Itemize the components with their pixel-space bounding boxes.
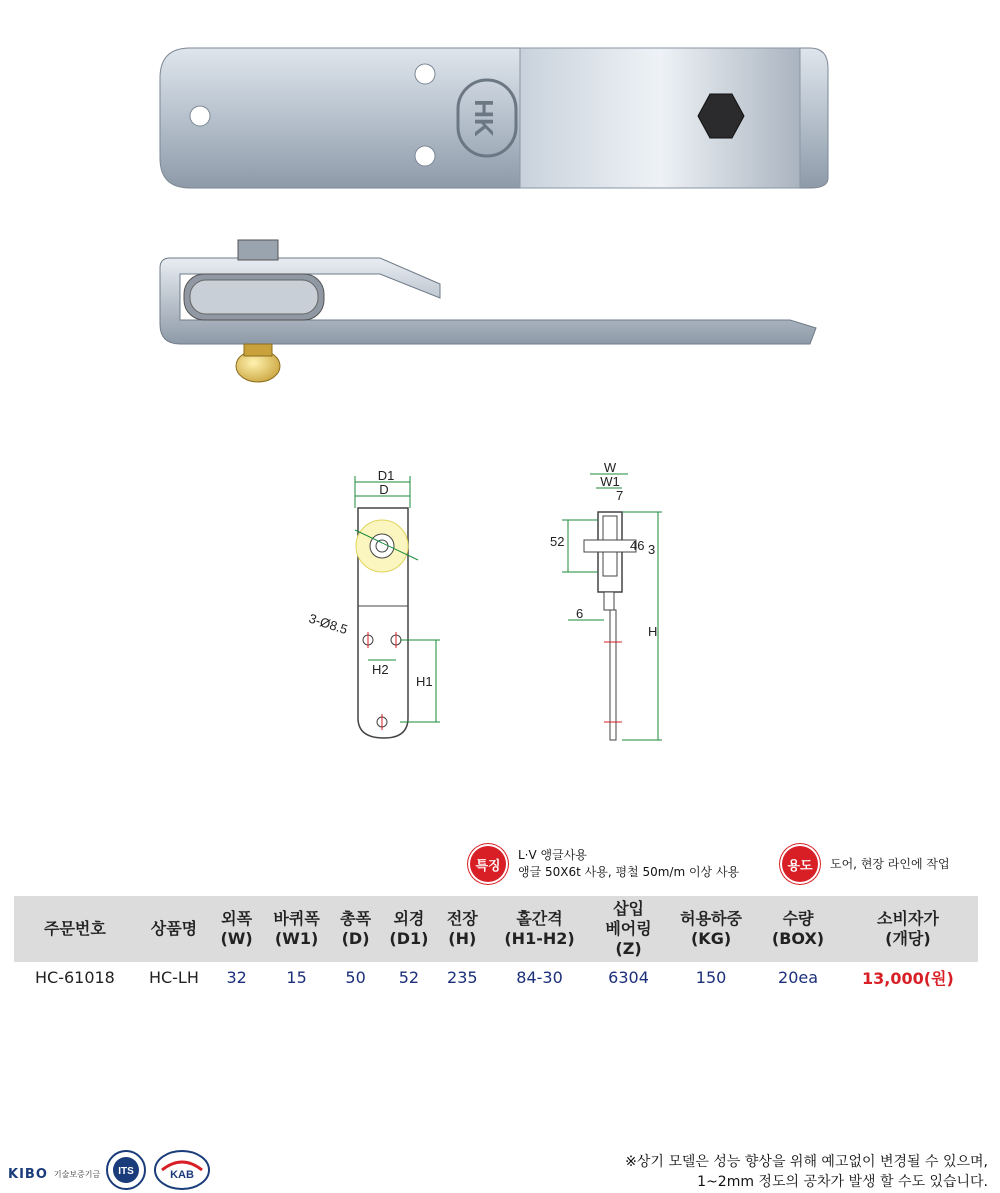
- cell-load: 150: [695, 967, 727, 987]
- cell-length: 235: [447, 967, 478, 987]
- dim-w-label: W: [603, 460, 617, 475]
- dim-52-label: 52: [550, 534, 565, 549]
- cell-bearing: 6304: [608, 967, 649, 987]
- dim-h2-label: H2: [372, 662, 389, 677]
- header-quantity: 수량 (BOX): [758, 896, 838, 962]
- dim-d-label: D: [379, 482, 389, 497]
- header-load: 허용하중 (KG): [664, 896, 758, 962]
- dim-w1-label: W1: [600, 474, 620, 489]
- cell-total-width: 50: [345, 967, 366, 987]
- header-outer-diameter: 외경 (D1): [379, 896, 439, 962]
- feature-line-2: 앵글 50X6t 사용, 평철 50m/m 이상 사용: [518, 865, 740, 879]
- product-photo-top: [150, 38, 830, 208]
- dim-3-label: 3: [648, 542, 656, 557]
- footer-disclaimer: [625, 1152, 988, 1192]
- spec-table: [14, 896, 978, 992]
- dim-d1-label: D1: [377, 468, 395, 483]
- usage-badge: 용도: [782, 846, 818, 882]
- dim-h-label: H: [648, 624, 658, 639]
- dim-hole-label: 3-Ø8.5: [307, 610, 350, 638]
- its-cert-icon: [106, 1150, 146, 1190]
- product-photo-side: [140, 228, 830, 398]
- technical-drawing-front: [300, 460, 460, 750]
- feature-badge: 특징: [470, 846, 506, 882]
- technical-drawing-side: [540, 460, 680, 750]
- footer-note-line-1: ※상기 모델은 성능 향상을 위해 예고없이 변경될 수 있으며,: [625, 1154, 988, 1170]
- its-label: ITS: [118, 1166, 134, 1177]
- cell-wheel-width: 15: [286, 967, 307, 987]
- kibo-wordmark: KIBO: [8, 1167, 48, 1182]
- dim-6-label: 6: [576, 606, 584, 621]
- header-outer-width: 외폭 (W): [212, 896, 261, 962]
- header-bearing: 삽입 베어링 (Z): [593, 896, 664, 962]
- cell-product-name: HC-LH: [148, 967, 199, 987]
- kab-label: KAB: [170, 1169, 194, 1181]
- footer-note-line-2: 1~2mm 정도의 공차가 발생 할 수도 있습니다.: [697, 1174, 988, 1190]
- feature-description: [518, 847, 739, 881]
- header-product-name: 상품명: [136, 896, 212, 962]
- kab-cert-icon: [154, 1150, 210, 1190]
- spec-table-header-row: [14, 896, 978, 962]
- header-hole-spacing: 홀간격 (H1-H2): [486, 896, 593, 962]
- dim-h1-label: H1: [416, 674, 433, 689]
- usage-description: 도어, 현장 라인에 작업: [830, 857, 950, 871]
- cell-quantity: 20ea: [778, 967, 819, 987]
- header-order-no: 주문번호: [14, 896, 136, 962]
- cell-outer-diameter: 52: [398, 967, 420, 987]
- cell-price: 13,000(원): [862, 968, 954, 988]
- header-wheel-width: 바퀴폭 (W1): [261, 896, 332, 962]
- feature-line-1: L·V 앵글사용: [518, 848, 587, 862]
- header-total-width: 총폭 (D): [332, 896, 379, 962]
- kibo-logo: [8, 1167, 100, 1182]
- kibo-subtitle: 기술보증기금: [53, 1170, 101, 1179]
- cell-order-no: HC-61018: [34, 967, 115, 987]
- dim-7-label: 7: [616, 488, 624, 503]
- cell-hole-spacing: 84-30: [516, 967, 563, 987]
- dim-46-label: 46: [630, 538, 645, 553]
- header-length: 전장 (H): [439, 896, 486, 962]
- header-price: 소비자가 (개당): [838, 896, 978, 962]
- table-row: [14, 962, 978, 992]
- cell-outer-width: 32: [226, 967, 247, 987]
- hk-logo: HK: [469, 99, 499, 137]
